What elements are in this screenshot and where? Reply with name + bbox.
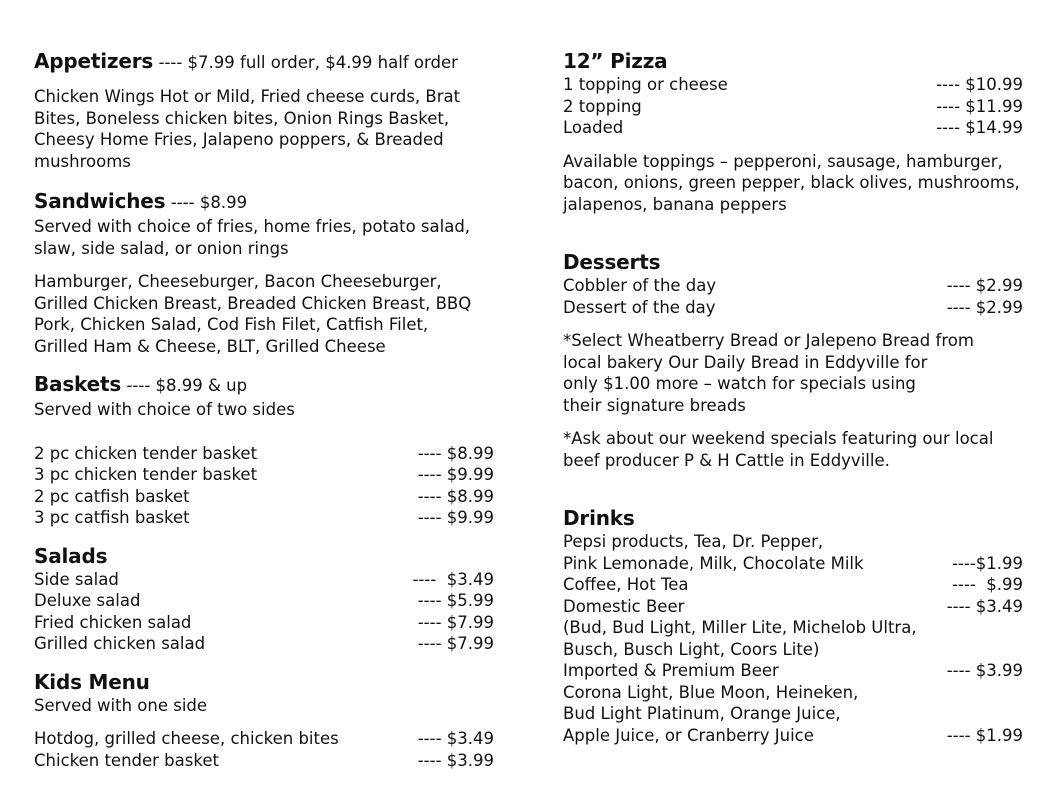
item-name: Cobbler of the day [563, 276, 717, 295]
salads-title: Salads [34, 543, 108, 568]
appetizers-desc-line: Chicken Wings Hot or Mild, Fried cheese curds, Brat [34, 87, 461, 106]
bread-note-line: their signature breads [563, 395, 746, 415]
item-name: Coffee, Hot Tea [563, 575, 689, 594]
item-price: ---- $3.49 [412, 569, 494, 589]
item-name: Pepsi products, Tea, Dr. Pepper, [563, 532, 824, 551]
item-name: Deluxe salad [34, 591, 141, 610]
item-price: ---- $5.99 [417, 591, 494, 610]
bread-note-line: only $1.00 more – watch for specials using [563, 374, 916, 393]
item-price: ---- $3.49 [417, 729, 494, 748]
item-price: ---- $3.99 [946, 661, 1023, 680]
item-price: ---- $2.99 [946, 276, 1023, 295]
right-column [563, 48, 1023, 746]
item-name: Apple Juice, or Cranberry Juice [563, 725, 814, 745]
item-price: ---- $3.49 [946, 596, 1023, 616]
menu-item [34, 486, 494, 508]
drinks-section [563, 505, 1023, 746]
pizza-toppings-line: bacon, onions, green pepper, black olives, mushrooms, [563, 173, 1020, 192]
appetizers-desc-line: Cheesy Home Fries, Jalapeno poppers, & Breaded [34, 130, 444, 149]
kids-title: Kids Menu [34, 669, 150, 694]
item-price: ----$1.99 [951, 553, 1023, 573]
baskets-served: Served with choice of two sides [34, 400, 295, 419]
drink-line [563, 574, 1023, 596]
menu-item [563, 117, 1023, 139]
drink-line [563, 553, 1023, 575]
item-name: 3 pc catfish basket [34, 508, 190, 527]
sandwiches-items-line: Pork, Chicken Salad, Cod Fish Filet, Catfish Filet, [34, 315, 429, 334]
item-price: ---- $9.99 [417, 508, 494, 527]
menu-item [34, 612, 494, 634]
sandwiches-items-line: Grilled Chicken Breast, Breaded Chicken Breast, BBQ [34, 293, 472, 313]
item-price: ---- $1.99 [946, 725, 1023, 745]
item-price: ---- $14.99 [936, 118, 1023, 137]
pizza-title: 12” Pizza [563, 49, 668, 73]
drink-line [563, 703, 1023, 725]
baskets-header [34, 371, 494, 399]
pizza-toppings-line: jalapenos, banana peppers [563, 194, 787, 214]
menu-item [563, 275, 1023, 297]
desserts-section [563, 249, 1023, 471]
menu-item [34, 507, 494, 529]
item-name: (Bud, Bud Light, Miller Lite, Michelob Ultra, [563, 618, 917, 637]
item-name: 2 pc chicken tender basket [34, 443, 258, 463]
kids-section [34, 669, 494, 772]
baskets-title: Baskets [34, 372, 122, 396]
baskets-price: ---- $8.99 & up [126, 376, 248, 395]
item-name: Corona Light, Blue Moon, Heineken, [563, 682, 859, 702]
menu-item [34, 750, 494, 772]
item-name: Loaded [563, 118, 624, 137]
weekend-note-line: *Ask about our weekend specials featuring our local [563, 429, 994, 448]
sandwiches-items-line: Hamburger, Cheeseburger, Bacon Cheeseburger, [34, 272, 442, 291]
pizza-section [563, 48, 1023, 215]
appetizers-price: ---- $7.99 full order, $4.99 half order [158, 53, 458, 72]
desserts-title: Desserts [563, 250, 661, 274]
item-price: ---- $8.99 [417, 443, 494, 463]
appetizers-title: Appetizers [34, 49, 154, 73]
item-price: ---- $8.99 [417, 486, 494, 506]
salads-section [34, 543, 494, 655]
menu-item [563, 74, 1023, 96]
item-name: Busch, Busch Light, Coors Lite) [563, 639, 820, 659]
item-name: 3 pc chicken tender basket [34, 465, 258, 484]
item-name: Bud Light Platinum, Orange Juice, [563, 704, 841, 723]
drink-line [563, 682, 1023, 704]
weekend-note-line: beef producer P & H Cattle in Eddyville. [563, 450, 890, 470]
menu-item [34, 443, 494, 465]
item-name: 2 pc catfish basket [34, 486, 190, 506]
sandwiches-header [34, 188, 494, 216]
menu-item [34, 464, 494, 486]
item-price: ---- $2.99 [946, 297, 1023, 317]
menu-item [34, 633, 494, 655]
item-price: ---- $10.99 [936, 75, 1023, 94]
item-name: Grilled chicken salad [34, 634, 206, 653]
kids-served: Served with one side [34, 695, 208, 715]
baskets-section [34, 371, 494, 529]
item-name: Domestic Beer [563, 596, 685, 616]
drinks-title: Drinks [563, 506, 635, 530]
appetizers-header [34, 48, 494, 76]
drink-line [563, 617, 1023, 639]
drink-line [563, 725, 1023, 747]
menu-item [34, 590, 494, 612]
item-price: ---- $7.99 [417, 612, 494, 632]
pizza-toppings-line: Available toppings – pepperoni, sausage, hamburger, [563, 151, 1003, 171]
item-price: ---- $.99 [951, 575, 1023, 594]
drink-line [563, 531, 1023, 553]
sandwiches-title: Sandwiches [34, 189, 166, 213]
sandwiches-section [34, 188, 494, 357]
item-name: Chicken tender basket [34, 750, 219, 770]
item-name: Imported & Premium Beer [563, 661, 779, 680]
drink-line [563, 639, 1023, 661]
sandwiches-price: ---- $8.99 [170, 193, 248, 212]
item-name: Hotdog, grilled cheese, chicken bites [34, 729, 339, 748]
appetizers-section [34, 48, 494, 172]
menu-item [34, 569, 494, 591]
drink-line [563, 596, 1023, 618]
item-name: 2 topping [563, 96, 642, 116]
menu-item [563, 96, 1023, 118]
sandwiches-served-line: slaw, side salad, or onion rings [34, 238, 289, 258]
item-name: Fried chicken salad [34, 612, 192, 632]
bread-note-line: local bakery Our Daily Bread in Eddyville for [563, 352, 928, 372]
item-name: Side salad [34, 569, 119, 589]
item-price: ---- $11.99 [936, 96, 1023, 116]
appetizers-desc-line: Bites, Boneless chicken bites, Onion Rings Basket, [34, 108, 450, 128]
item-price: ---- $3.99 [417, 750, 494, 770]
item-name: Pink Lemonade, Milk, Chocolate Milk [563, 553, 864, 573]
item-price: ---- $9.99 [417, 465, 494, 484]
item-price: ---- $7.99 [417, 634, 494, 653]
menu-item [34, 728, 494, 750]
menu-item [563, 297, 1023, 319]
drink-line [563, 660, 1023, 682]
sandwiches-served-line: Served with choice of fries, home fries, potato salad, [34, 217, 471, 236]
item-name: Dessert of the day [563, 297, 716, 317]
appetizers-desc-line: mushrooms [34, 151, 131, 171]
bread-note-line: *Select Wheatberry Bread or Jalepeno Bread from [563, 331, 974, 350]
sandwiches-items-line: Grilled Ham & Cheese, BLT, Grilled Cheese [34, 336, 386, 356]
left-column [34, 48, 494, 771]
item-name: 1 topping or cheese [563, 75, 728, 94]
